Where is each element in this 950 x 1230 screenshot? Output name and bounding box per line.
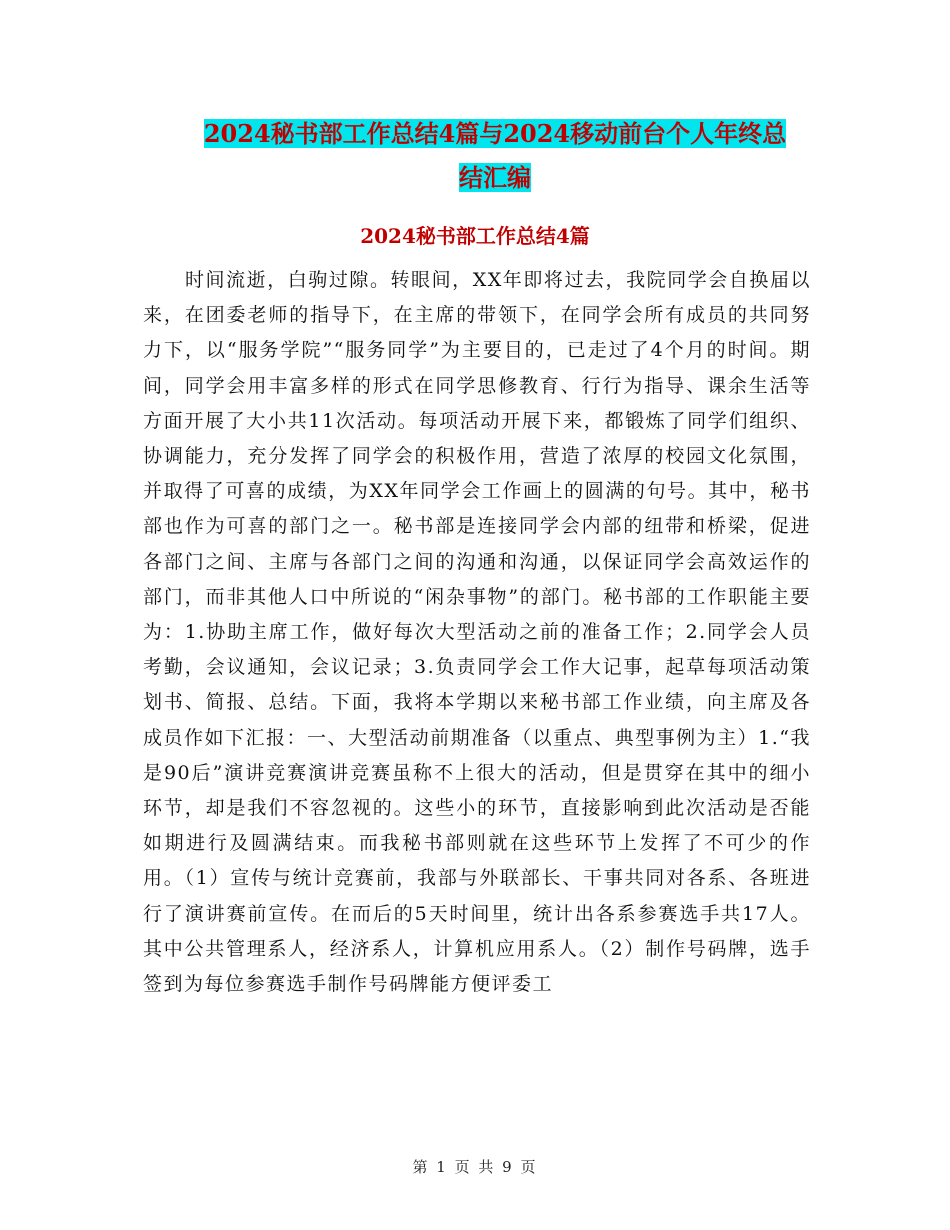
body-paragraph: 时间流逝，白驹过隙。转眼间，XX年即将过去，我院同学会自换届以来，在团委老师的指导下，在主席的带领下，在同学会所有成员的共同努力下，以“服务学院”“服务同学”为主要目的，已走过了4个月的时间。期间，同学会用丰富多样的形式在同学思修教育、行行为指导、课余生活等方面开展了大小共11次活动。每项活动开展下来，都锻炼了同学们组织、协调能力，充分发挥了同学会的积极作用，营造了浓厚的校园文化氛围，并取得了可喜的成绩，为XX年同学会工作画上的圆满的句号。其中，秘书部也作为可喜的部门之一。秘书部是连接同学会内部的纽带和桥梁，促进各部门之间、主席与各部门之间的沟通和沟通，以保证同学会高效运作的部门，而非其他人口中所说的“闲杂事物”的部门。秘书部的工作职能主要为：1.协助主席工作，做好每次大型活动之前的准备工作；2.同学会人员考勤，会议通知，会议记录；3.负责同学会工作大记事，起草每项活动策划书、简报、总结。下面，我将本学期以来秘书部工作业绩，向主席及各成员作如下汇报：一、大型活动前期准备（以重点、典型事例为主）1.“我是90后”演讲竞赛演讲竞赛虽称不上很大的活动，但是贯穿在其中的细小环节，却是我们不容忽视的。这些小的环节，直接影响到此次活动是否能如期进行及圆满结束。而我秘书部则就在这些环节上发挥了不可少的作用。（1）宣传与统计竞赛前，我部与外联部长、干事共同对各系、各班进行了演讲赛前宣传。在而后的5天时间里，统计出各系参赛选手共17人。其中公共管理系人，经济系人，计算机应用系人。（2）制作号码牌，选手签到为每位参赛选手制作号码牌能方便评委工	[143, 269, 811, 996]
section-title: 2024秘书部工作总结4篇	[360, 224, 590, 248]
document-title-line1: 2024秘书部工作总结4篇与2024移动前台个人年终总	[203, 119, 787, 148]
document-title	[140, 112, 850, 200]
page-footer: 第 1 页 共 9 页	[412, 1158, 538, 1176]
document-title-line2: 结汇编	[459, 163, 531, 192]
